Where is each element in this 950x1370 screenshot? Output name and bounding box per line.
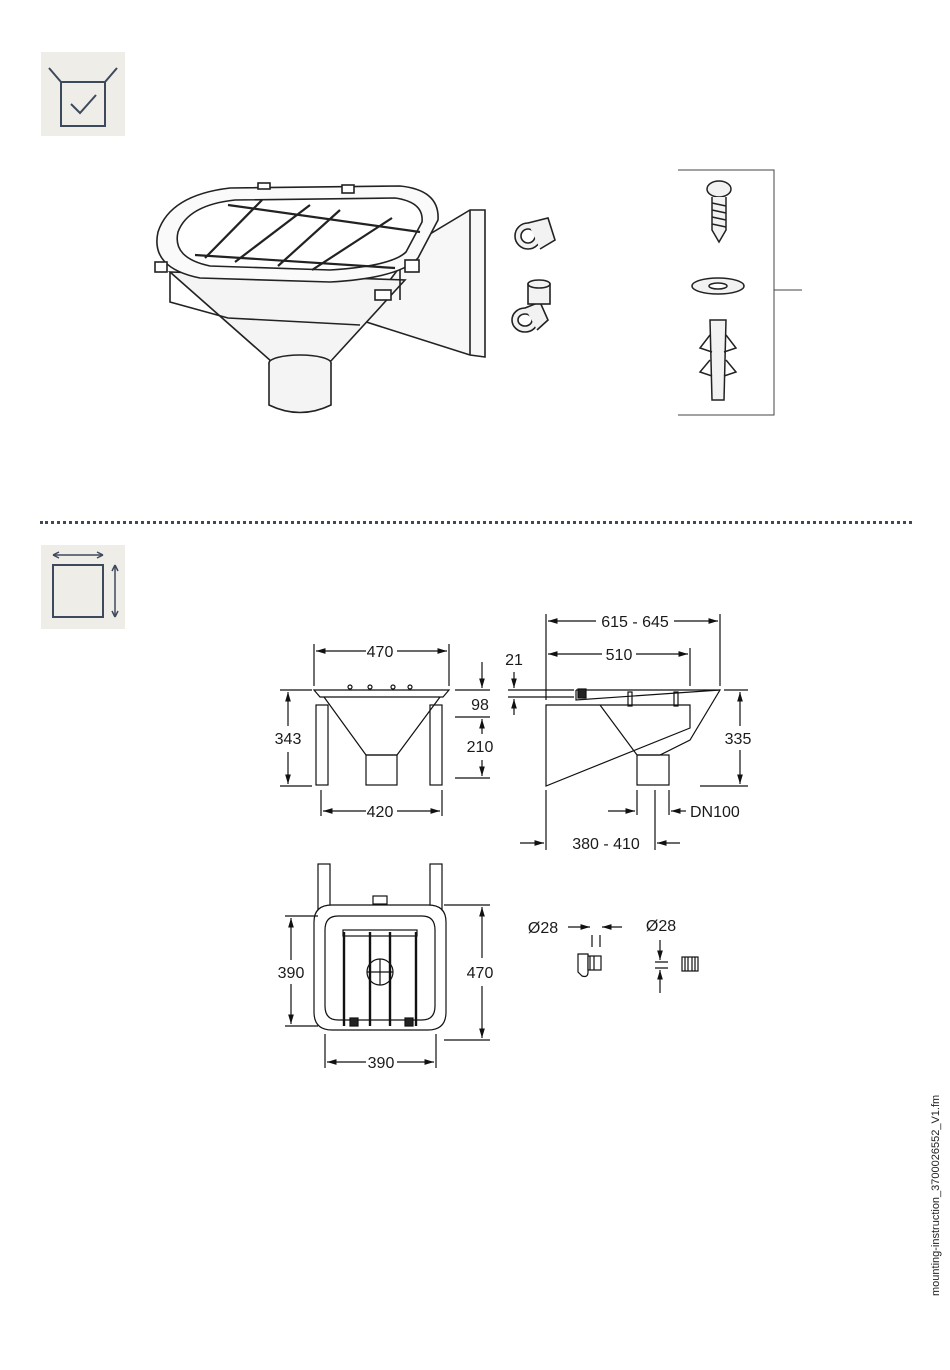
dim-fitting-elbow: Ø28	[527, 920, 559, 937]
dim-plan-width: 390	[367, 1055, 395, 1072]
dim-front-height: 343	[274, 731, 302, 748]
dim-front-width-top: 470	[366, 644, 394, 661]
dim-front-rim: 98	[471, 697, 489, 714]
dim-side-total: 615 - 645	[601, 614, 669, 631]
dim-side-rim: 21	[505, 652, 523, 669]
dim-side-height: 335	[724, 731, 752, 748]
dim-plan-depth-outer: 470	[466, 965, 494, 982]
dim-side-outlet-pos: 380 - 410	[572, 836, 640, 853]
dim-fitting-straight: Ø28	[645, 918, 677, 935]
dim-side-outlet-dia: DN100	[690, 804, 740, 821]
dim-front-width-bottom: 420	[366, 804, 394, 821]
dim-side-width: 510	[605, 647, 633, 664]
dim-front-funnel: 210	[466, 739, 494, 756]
dim-plan-depth-inner: 390	[277, 965, 305, 982]
file-name-label: mounting-instruction_3700026552_V1.fm	[930, 1094, 942, 1296]
